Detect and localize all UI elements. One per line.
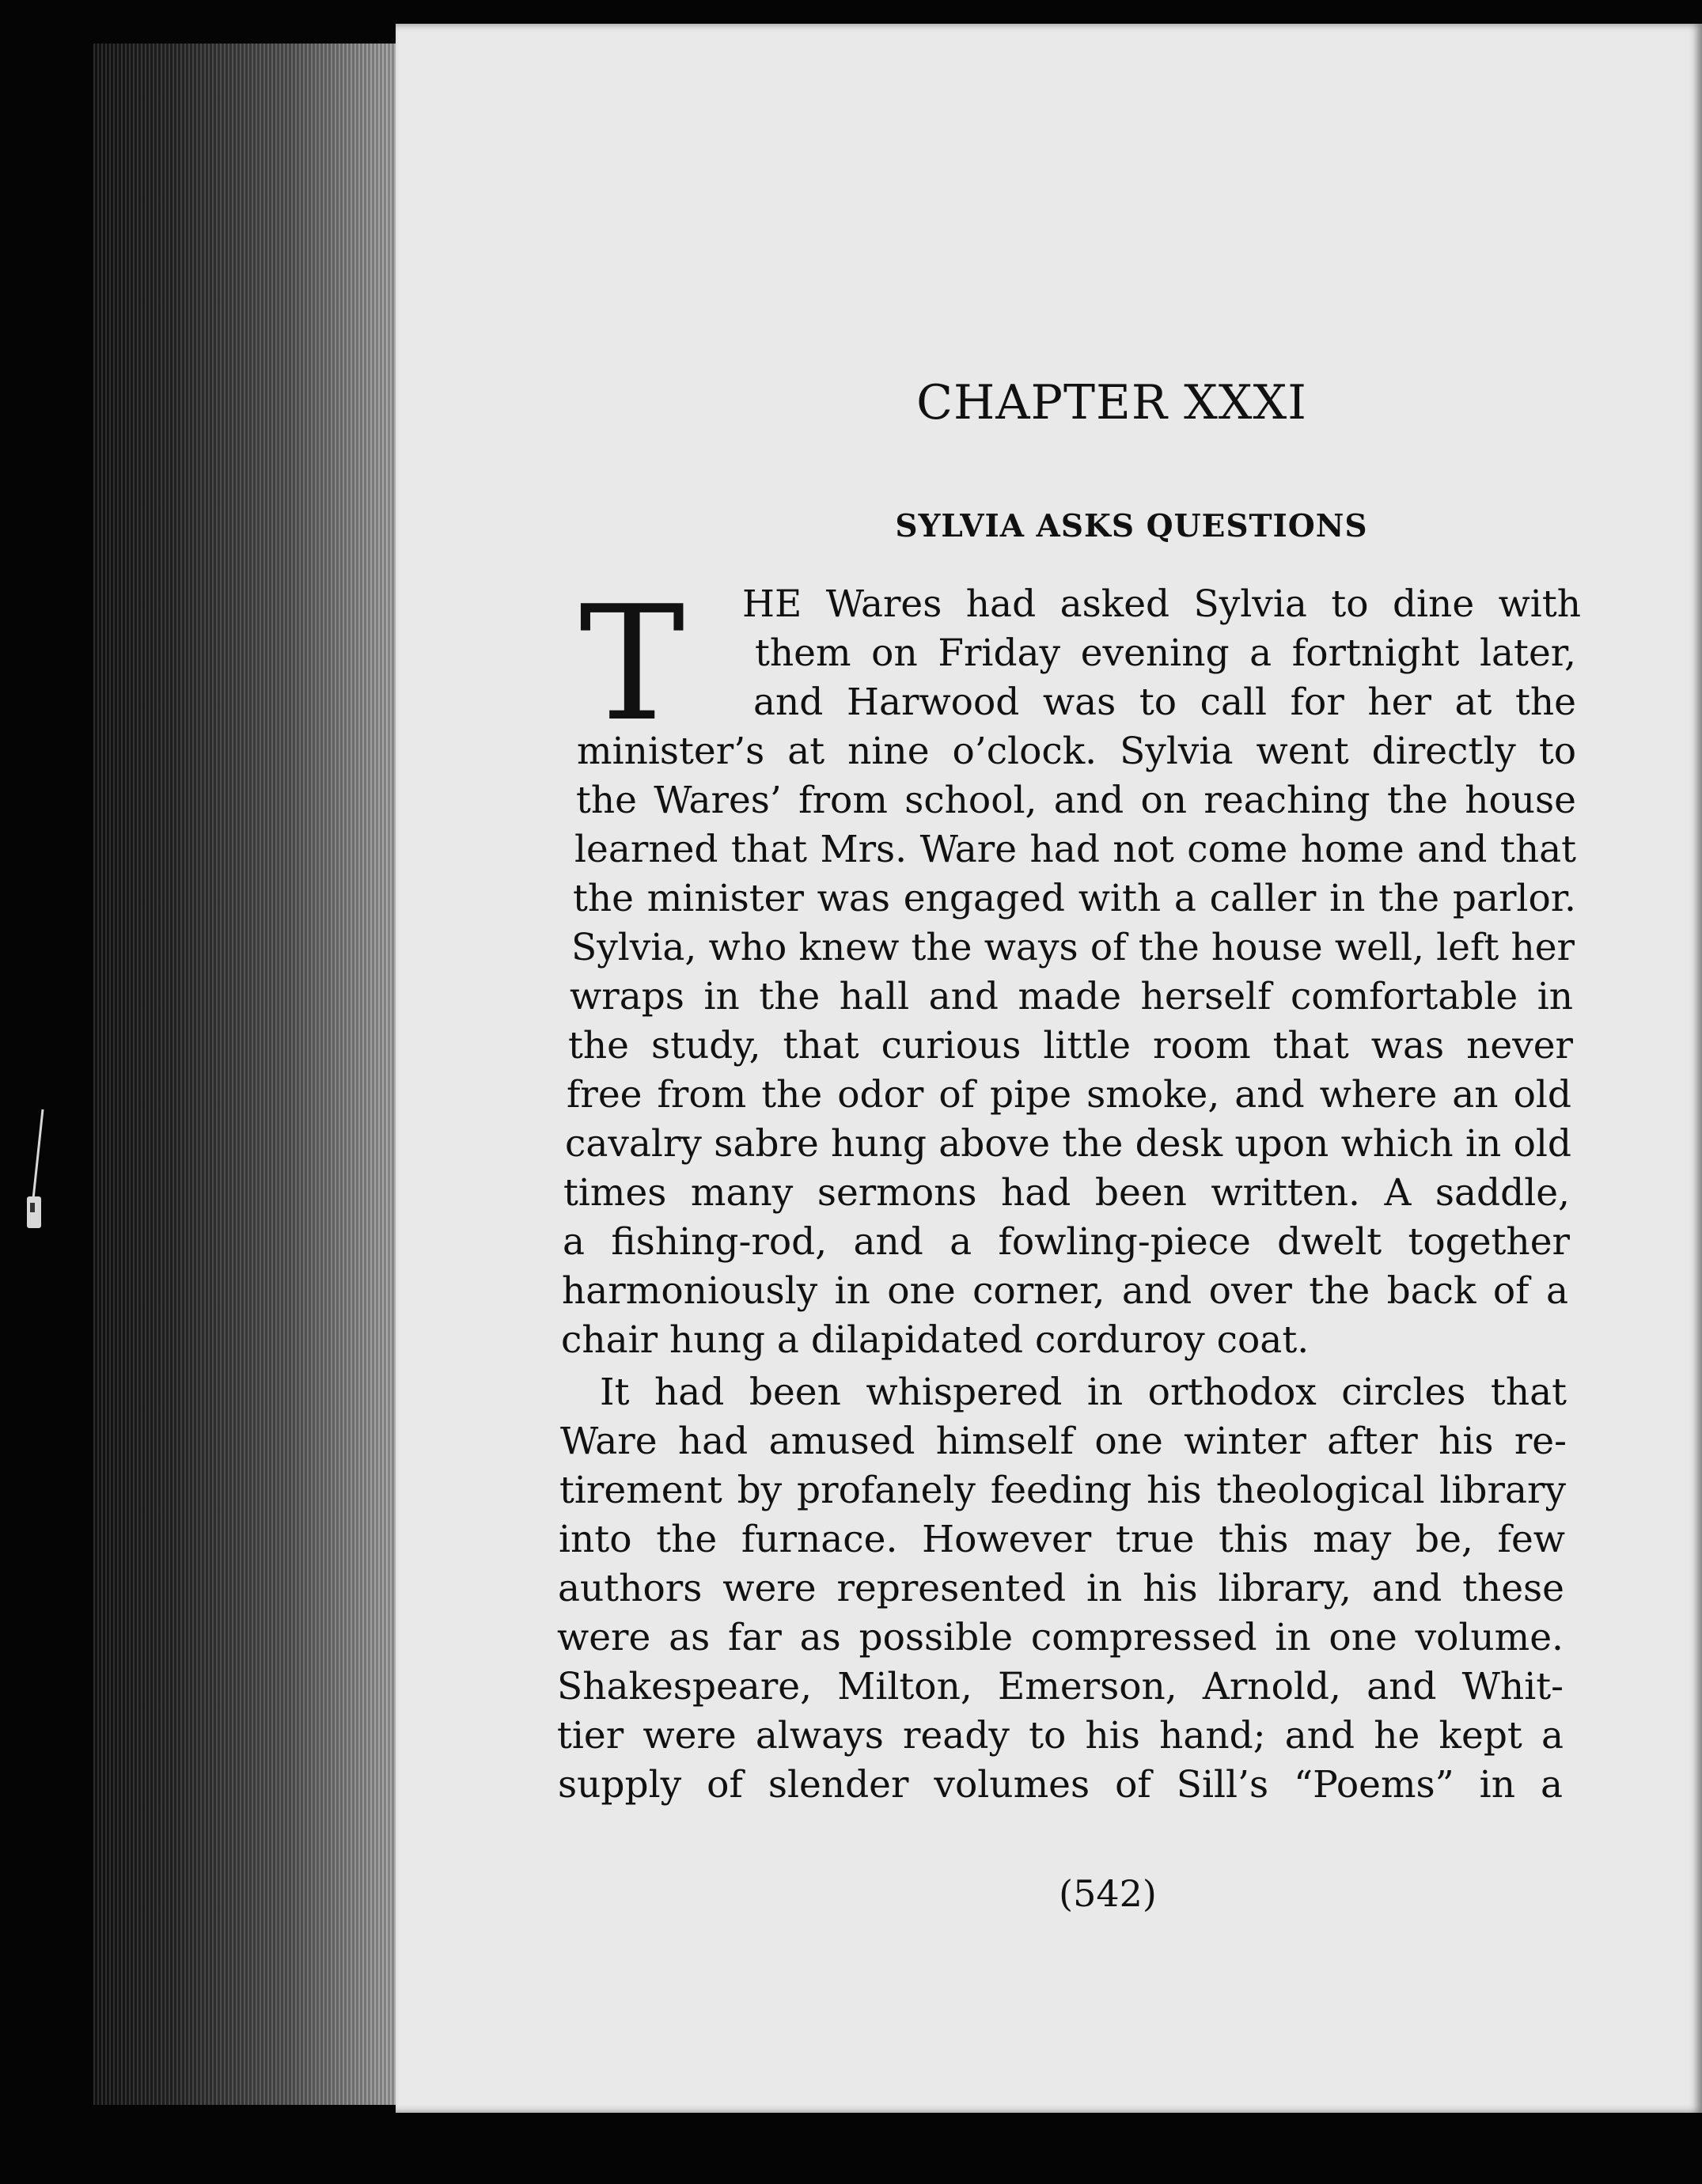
text-line: harmoniously in one corner, and over the back of a [562,1269,1568,1313]
text-line: supply of slender volumes of Sill’s “Poems” in a [558,1763,1563,1807]
chapter-subtitle: SYLVIA ASKS QUESTIONS [895,508,1368,544]
text-line: into the furnace. However true this may be, few [559,1518,1565,1561]
book-page [396,24,1702,2113]
text-line: them on Friday evening a fortnight later, [755,631,1576,675]
text-line: and Harwood was to call for her at the [753,681,1576,724]
paper-clip-icon [22,1108,54,1250]
drop-cap: T [579,572,685,756]
text-line: It had been whispered in orthodox circles that [600,1371,1567,1414]
text-line: times many sermons had been written. A saddle, [563,1171,1570,1215]
text-line: minister’s at nine o’clock. Sylvia went directly to [577,730,1576,773]
text-line: chair hung a dilapidated corduroy coat. [561,1318,1310,1362]
text-line: tirement by profanely feeding his theological library [559,1469,1566,1512]
text-line: the study, that curious little room that was never [568,1024,1573,1067]
chapter-title: CHAPTER XXXI [916,375,1307,430]
text-line: authors were represented in his library, and these [558,1567,1564,1610]
text-line: cavalry sabre hung above the desk upon which in old [565,1122,1571,1166]
text-line: HE Wares had asked Sylvia to dine with [742,582,1581,626]
text-line: Ware had amused himself one winter after his re- [560,1420,1567,1463]
text-line: the minister was engaged with a caller in the parlor. [573,877,1576,920]
book-page-edges [93,44,410,2105]
text-line: wraps in the hall and made herself comfortable in [570,975,1573,1018]
text-line: a fishing-rod, and a fowling-piece dwelt together [563,1220,1570,1264]
text-line: were as far as possible compressed in one volume. [557,1616,1564,1659]
text-line: learned that Mrs. Ware had not come home and that [574,828,1576,871]
text-line: Sylvia, who knew the ways of the house well, left her [571,926,1575,969]
text-line: tier were always ready to his hand; and he kept a [557,1714,1564,1757]
text-line: Shakespeare, Milton, Emerson, Arnold, and Whit- [557,1665,1564,1708]
text-line: the Wares’ from school, and on reaching the house [576,779,1576,822]
page-number: (542) [1059,1872,1157,1915]
text-line: free from the odor of pipe smoke, and where an old [567,1073,1571,1117]
